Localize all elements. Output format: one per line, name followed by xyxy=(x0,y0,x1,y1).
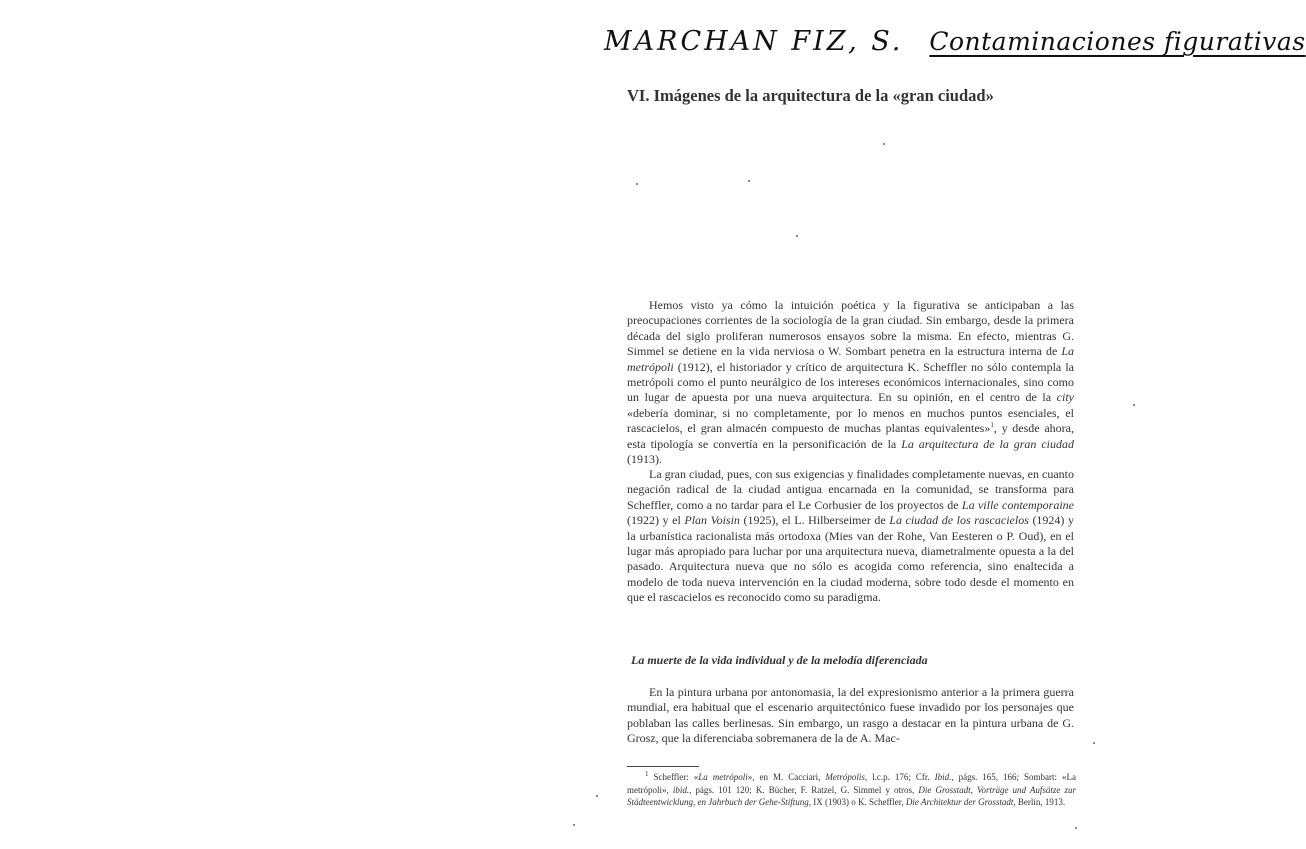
scan-speck xyxy=(748,180,750,182)
paragraph-3: En la pintura urbana por antonomasia, la del expresionismo anterior a la primera guerra mundial, era habitual que el escenario arquitectónico fuese invadido por los personajes que poblaban las calles berlinesas. Sin embargo, un rasgo a destacar en la pintura urbana de G. Grosz, que la diferenciaba sobremanera de la de A. Mac- xyxy=(627,685,1074,746)
scan-speck xyxy=(1133,404,1135,406)
scan-speck xyxy=(573,824,575,826)
scan-speck xyxy=(1075,827,1077,829)
scan-speck xyxy=(636,183,638,185)
footnote-divider xyxy=(627,766,699,767)
handwritten-reference-note xyxy=(604,26,1306,70)
section-heading: La muerte de la vida individual y de la melodía diferenciada xyxy=(631,653,928,667)
footnote-1: $^1$ Scheffler: «La metrópoli», en M. Cacciari, Metrópolis, l.c.p. 176; Cfr. Ibid., págs. 165, 166; Sombart: «La metrópoli», ibid., págs. 101 120; K. Bücher, F. Ratzel, G. Simmel y otros, Die Grosstadt, Vorträge und Aufsätze zur Städteentwicklung, en Jahrbuch der Gehe-Stiftung, IX (1903) o K. Scheffler, Die Architektur der Grosstadt, Berlín, 1913. xyxy=(627,770,1076,807)
paragraph-2: La gran ciudad, pues, con sus exigencias y finalidades completamente nuevas, en cuanto negación radical de la ciudad antigua encarnada en la comunidad, se transforma para Scheffler, como a no tardar para el Le Corbusier de los proyectos de La ville contemporaine (1922) y el Plan Voisin (1925), el L. Hilberseimer de La ciudad de los rascacielos (1924) y la urbanística racionalista más ortodoxa (Mies van der Rohe, Van Eesteren o P. Oud), en el lugar más apropiado para luchar por una arquitectura nueva, diametralmente opuesta a la del pasado. Arquitectura nueva que no sólo es acogida como referencia, sino enaltecida a modelo de toda nueva intervención en la ciudad moderna, sobre todo desde el momento en que el rascacielos es reconocido como su paradigma. xyxy=(627,467,1074,605)
footnote-reference: 1 xyxy=(990,421,994,430)
handwritten-author: MARCHAN FIZ, S. xyxy=(604,26,904,57)
scan-speck xyxy=(796,235,798,237)
scan-speck xyxy=(883,143,885,145)
scan-speck xyxy=(1093,742,1095,744)
paragraph-1: Hemos visto ya cómo la intuición poética y la figurativa se anticipaban a las preocupaciones corrientes de la sociología de la gran ciudad. Sin embargo, desde la primera década del siglo proliferan numerosos ensayos sobre la misma. En efecto, mientras G. Simmel se detiene en la vida nerviosa o W. Sombart penetra en la estructura interna de La metrópoli (1912), el historiador y crítico de arquitectura K. Scheffler no sólo contempla la metrópoli como el punto neurálgico de los intereses económicos internacionales, sino como un lugar de apuesta por una nueva arquitectura. En su opinión, en el centro de la city «debería dominar, si no completamente, por lo menos en muchos puntos esenciales, el rascacielos, el gran almacén compuesto de muchas plantas equivalentes»$^1$, y desde ahora, esta tipología se convertía en la personificación de la La arquitectura de la gran ciudad (1913). xyxy=(627,298,1074,467)
chapter-title: VI. Imágenes de la arquitectura de la «gran ciudad» xyxy=(627,86,994,105)
handwritten-book-title: Contaminaciones figurativas xyxy=(929,27,1306,56)
scan-speck xyxy=(596,795,598,797)
